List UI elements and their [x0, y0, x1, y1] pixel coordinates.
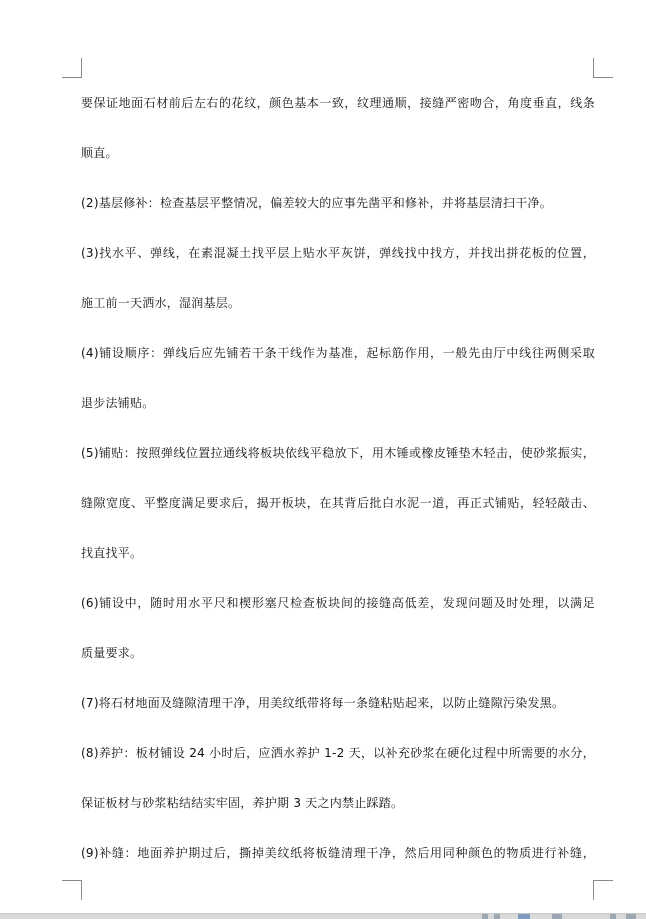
text-line: 质量要求。 — [81, 646, 143, 660]
page-corner-mark-bottom-left — [62, 880, 82, 900]
page-corner-mark-bottom-right — [593, 880, 613, 900]
text-line: (4)铺设顺序：弹线后应先铺若干条干线作为基准，起标筋作用，一般先由厅中线往两侧采取 — [81, 346, 595, 360]
status-bar-icon[interactable] — [518, 914, 530, 919]
document-body[interactable] — [81, 90, 595, 890]
text-line: 施工前一天洒水，湿润基层。 — [81, 296, 241, 310]
text-line: 要保证地面石材前后左右的花纹，颜色基本一致，纹理通顺，接缝严密吻合，角度垂直，线条 — [81, 96, 595, 110]
status-bar-icon[interactable] — [552, 914, 562, 919]
text-line: (8)养护：板材铺设 24 小时后，应洒水养护 1-2 天，以补充砂浆在硬化过程中所需要的水分， — [81, 746, 595, 760]
status-bar — [0, 913, 646, 919]
status-bar-icon[interactable] — [626, 914, 636, 919]
text-line: (3)找水平、弹线，在素混凝土找平层上贴水平灰饼，弹线找中找方，并找出拼花板的位置， — [81, 246, 595, 260]
page-corner-mark-top-left — [62, 58, 82, 78]
text-line: 顺直。 — [81, 146, 118, 160]
text-line: 缝隙宽度、平整度满足要求后，揭开板块，在其背后批白水泥一道，再正式铺贴，轻轻敲击、 — [81, 496, 595, 510]
status-bar-icon[interactable] — [494, 914, 500, 919]
text-line: (9)补缝：地面养护期过后，撕掉美纹纸将板缝清理干净，然后用同种颜色的物质进行补缝， — [81, 846, 595, 860]
text-line: 退步法铺贴。 — [81, 396, 155, 410]
text-line: 保证板材与砂浆粘结结实牢固，养护期 3 天之内禁止踩踏。 — [81, 796, 404, 810]
text-line: (7)将石材地面及缝隙清理干净，用美纹纸带将每一条缝粘贴起来，以防止缝隙污染发黑。 — [81, 696, 565, 710]
text-line: (6)铺设中，随时用水平尺和楔形塞尺检查板块间的接缝高低差，发现问题及时处理，以满足 — [81, 596, 595, 610]
text-line: (2)基层修补：检查基层平整情况，偏差较大的应事先凿平和修补，并将基层清扫干净。 — [81, 196, 553, 210]
status-bar-icon[interactable] — [482, 914, 488, 919]
status-bar-icon[interactable] — [610, 914, 616, 919]
text-line: 找直找平。 — [81, 546, 143, 560]
text-line: (5)铺贴：按照弹线位置拉通线将板块依线平稳放下，用木锤或橡皮锤垫木轻击，使砂浆振实， — [81, 446, 595, 460]
page-corner-mark-top-right — [593, 58, 613, 78]
